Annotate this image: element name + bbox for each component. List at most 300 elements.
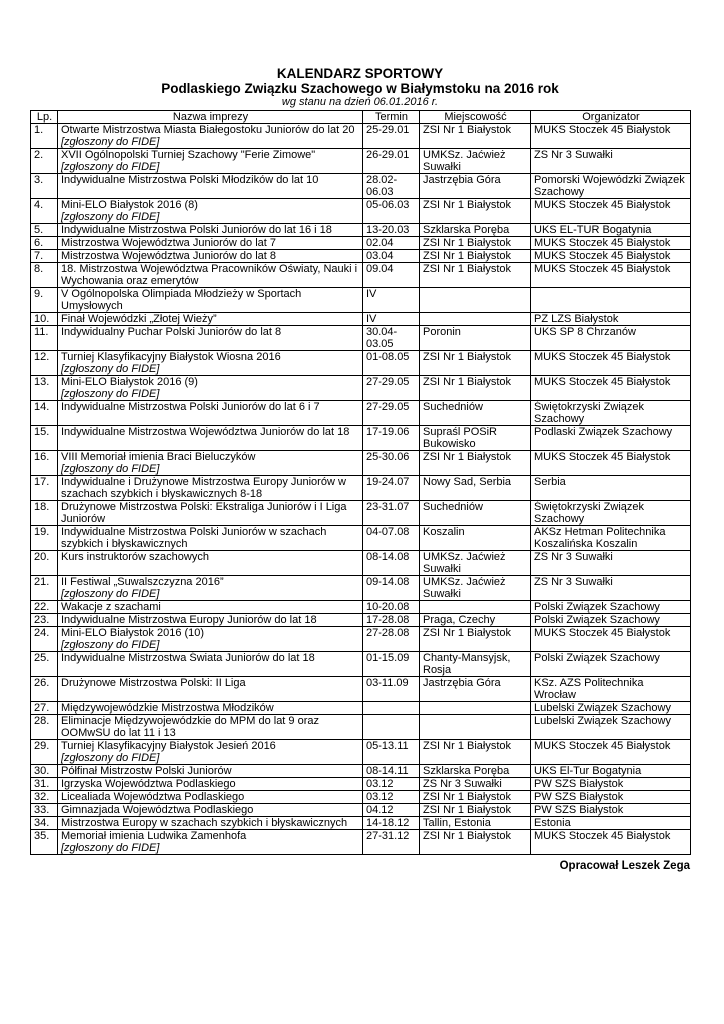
cell-place-text: Jastrzębia Góra	[423, 677, 501, 689]
table-row	[31, 326, 691, 351]
cell-date	[363, 326, 420, 351]
cell-event-name-text: Otwarte Mistrzostwa Miasta Białegostoku Juniorów do lat 20	[61, 124, 355, 136]
cell-organizer-text: PW SZS Białystok	[534, 778, 624, 790]
cell-organizer-text: MUKS Stoczek 45 Białystok	[534, 199, 671, 211]
cell-place	[420, 501, 531, 526]
cell-date-text: 26-29.01	[366, 149, 410, 161]
cell-place	[420, 326, 531, 351]
column-header-lp: Lp.	[31, 111, 58, 124]
cell-lp-text: 21.	[34, 576, 50, 588]
cell-organizer	[531, 652, 691, 677]
fide-note: [zgłoszony do FIDE]	[61, 363, 160, 375]
cell-lp-text: 20.	[34, 551, 50, 563]
cell-organizer	[531, 791, 691, 804]
cell-lp-text: 6.	[34, 237, 44, 249]
cell-event-name-text: Drużynowe Mistrzostwa Polski: II Liga	[61, 677, 246, 689]
cell-lp-text: 26.	[34, 677, 50, 689]
cell-place-text: ZSI Nr 1 Białystok	[423, 376, 512, 388]
cell-place	[420, 237, 531, 250]
cell-lp-text: 11.	[34, 326, 49, 338]
cell-lp	[31, 174, 58, 199]
cell-place-text: Suchedniów	[423, 401, 483, 413]
table-row	[31, 652, 691, 677]
cell-date	[363, 313, 420, 326]
cell-event-name-text: Indywidualne i Drużynowe Mistrzostwa Europy Juniorów w szachach szybkich i błyskawicznych 8-18	[61, 476, 346, 500]
cell-lp	[31, 250, 58, 263]
cell-lp-text: 27.	[34, 702, 50, 714]
cell-date	[363, 778, 420, 791]
cell-date	[363, 804, 420, 817]
cell-lp	[31, 476, 58, 501]
cell-lp	[31, 526, 58, 551]
table-header-row	[31, 111, 691, 124]
cell-organizer-text: ZS Nr 3 Suwałki	[534, 149, 613, 161]
cell-place-text: UMKSz. Jaćwież Suwałki	[423, 576, 506, 600]
cell-lp	[31, 677, 58, 702]
cell-event-name	[58, 351, 363, 376]
cell-place	[420, 778, 531, 791]
cell-organizer-text: MUKS Stoczek 45 Białystok	[534, 830, 671, 842]
cell-date	[363, 376, 420, 401]
cell-lp	[31, 551, 58, 576]
cell-lp-text: 29.	[34, 740, 50, 752]
cell-lp-text: 15.	[34, 426, 50, 438]
cell-organizer	[531, 677, 691, 702]
cell-date	[363, 627, 420, 652]
cell-organizer	[531, 830, 691, 855]
cell-organizer	[531, 401, 691, 426]
cell-lp-text: 28.	[34, 715, 50, 727]
cell-date	[363, 740, 420, 765]
cell-organizer-text: Lubelski Związek Szachowy	[534, 715, 671, 727]
table-row	[31, 765, 691, 778]
cell-place	[420, 288, 531, 313]
table-row	[31, 174, 691, 199]
table-row	[31, 778, 691, 791]
cell-date-text: IV	[366, 313, 377, 325]
cell-date	[363, 351, 420, 376]
table-row	[31, 526, 691, 551]
table-row	[31, 426, 691, 451]
cell-place	[420, 830, 531, 855]
cell-event-name	[58, 313, 363, 326]
cell-event-name	[58, 702, 363, 715]
cell-organizer	[531, 715, 691, 740]
cell-date	[363, 677, 420, 702]
cell-date-text: 09.04	[366, 263, 394, 275]
cell-lp	[31, 149, 58, 174]
fide-note: [zgłoszony do FIDE]	[61, 463, 160, 475]
cell-date	[363, 124, 420, 149]
cell-organizer	[531, 817, 691, 830]
cell-place-text: Praga, Czechy	[423, 614, 496, 626]
cell-place-text: ZSI Nr 1 Białystok	[423, 451, 512, 463]
cell-event-name-text: Indywidualne Mistrzostwa Polski Juniorów do lat 6 i 7	[61, 401, 320, 413]
cell-lp	[31, 614, 58, 627]
cell-date	[363, 237, 420, 250]
table-row	[31, 791, 691, 804]
cell-date-text: 27-29.05	[366, 376, 410, 388]
cell-place-text: Tallin, Estonia	[423, 817, 491, 829]
cell-event-name	[58, 199, 363, 224]
cell-date	[363, 817, 420, 830]
cell-date-text: 02.04	[366, 237, 394, 249]
cell-date	[363, 501, 420, 526]
cell-event-name-text: Drużynowe Mistrzostwa Polski: Ekstraliga Juniorów i I Liga Juniorów	[61, 501, 347, 525]
cell-place	[420, 740, 531, 765]
cell-place-text: ZSI Nr 1 Białystok	[423, 830, 512, 842]
table-row	[31, 601, 691, 614]
cell-event-name-text: Finał Wojewódzki „Złotej Wieży”	[61, 313, 217, 325]
cell-organizer-text: Świętokrzyski Związek Szachowy	[534, 401, 645, 425]
cell-place-text: ZSI Nr 1 Białystok	[423, 237, 512, 249]
cell-date-text: 30.04-03.05	[366, 326, 398, 350]
cell-organizer	[531, 224, 691, 237]
cell-organizer-text: Polski Związek Szachowy	[534, 652, 660, 664]
cell-event-name-text: Gimnazjada Województwa Podlaskiego	[61, 804, 254, 816]
cell-event-name-text: Indywidualne Mistrzostwa Świata Juniorów do lat 18	[61, 652, 315, 664]
cell-lp	[31, 351, 58, 376]
cell-place-text: ZSI Nr 1 Białystok	[423, 791, 512, 803]
cell-organizer-text: Serbia	[534, 476, 566, 488]
cell-date-text: 23-31.07	[366, 501, 410, 513]
cell-lp-text: 18.	[34, 501, 50, 513]
table-row	[31, 451, 691, 476]
cell-organizer-text: Estonia	[534, 817, 571, 829]
cell-organizer-text: Polski Związek Szachowy	[534, 614, 660, 626]
table-row	[31, 702, 691, 715]
cell-event-name-text: Turniej Klasyfikacyjny Białystok Jesień 2016	[61, 740, 276, 752]
cell-place	[420, 652, 531, 677]
cell-lp	[31, 817, 58, 830]
cell-place	[420, 263, 531, 288]
cell-place	[420, 601, 531, 614]
table-row	[31, 224, 691, 237]
cell-organizer	[531, 614, 691, 627]
cell-organizer-text: AKSz Hetman Politechnika Koszalińska Koszalin	[534, 526, 666, 550]
cell-organizer	[531, 199, 691, 224]
cell-organizer-text: PW SZS Białystok	[534, 791, 624, 803]
cell-organizer	[531, 326, 691, 351]
table-row	[31, 715, 691, 740]
cell-event-name	[58, 501, 363, 526]
cell-lp	[31, 376, 58, 401]
table-row	[31, 376, 691, 401]
cell-lp-text: 13.	[34, 376, 50, 388]
cell-lp-text: 19.	[34, 526, 50, 538]
table-row	[31, 199, 691, 224]
cell-place	[420, 476, 531, 501]
cell-organizer-text: MUKS Stoczek 45 Białystok	[534, 250, 671, 262]
cell-event-name	[58, 526, 363, 551]
cell-lp-text: 5.	[34, 224, 44, 236]
fide-note: [zgłoszony do FIDE]	[61, 842, 160, 854]
cell-lp	[31, 576, 58, 601]
cell-event-name	[58, 804, 363, 817]
cell-place	[420, 791, 531, 804]
cell-event-name-text: Mistrzostwa Województwa Juniorów do lat 7	[61, 237, 276, 249]
cell-event-name-text: Indywidualne Mistrzostwa Polski Juniorów w szachach szybkich i błyskawicznych	[61, 526, 327, 550]
cell-event-name	[58, 576, 363, 601]
cell-lp-text: 17.	[34, 476, 50, 488]
cell-date-text: 03.12	[366, 778, 394, 790]
cell-organizer	[531, 501, 691, 526]
cell-place-text: UMKSz. Jaćwież Suwałki	[423, 149, 506, 173]
cell-event-name-text: 18. Mistrzostwa Województwa Pracowników Oświaty, Nauki i Wychowania oraz emerytów	[61, 263, 358, 287]
cell-organizer-text: MUKS Stoczek 45 Białystok	[534, 627, 671, 639]
cell-event-name-text: Memoriał imienia Ludwika Zamenhofa	[61, 830, 247, 842]
cell-place-text: Jastrzębia Góra	[423, 174, 501, 186]
fide-note: [zgłoszony do FIDE]	[61, 161, 160, 173]
cell-event-name-text: Mini-ELO Białystok 2016 (8)	[61, 199, 198, 211]
cell-organizer	[531, 376, 691, 401]
table-row	[31, 263, 691, 288]
cell-event-name	[58, 791, 363, 804]
document-title: KALENDARZ SPORTOWY	[276, 66, 444, 81]
cell-date-text: 27-29.05	[366, 401, 410, 413]
cell-organizer-text: UKS EL-TUR Bogatynia	[534, 224, 652, 236]
cell-lp	[31, 451, 58, 476]
cell-lp-text: 32.	[34, 791, 50, 803]
cell-organizer	[531, 576, 691, 601]
cell-event-name-text: Kurs instruktorów szachowych	[61, 551, 209, 563]
cell-date-text: 01-15.09	[366, 652, 410, 664]
document-author: Opracował Leszek Zega	[559, 860, 690, 872]
cell-date	[363, 250, 420, 263]
cell-date	[363, 288, 420, 313]
cell-place-text: ZSI Nr 1 Białystok	[423, 740, 512, 752]
cell-lp	[31, 652, 58, 677]
fide-note: [zgłoszony do FIDE]	[61, 752, 160, 764]
cell-lp-text: 8.	[34, 263, 44, 275]
cell-event-name	[58, 830, 363, 855]
column-header-place: Miejscowość	[420, 111, 531, 124]
cell-organizer	[531, 149, 691, 174]
cell-lp	[31, 501, 58, 526]
cell-date	[363, 614, 420, 627]
cell-date-text: 28.02-06.03	[366, 174, 398, 198]
cell-place	[420, 451, 531, 476]
cell-date	[363, 199, 420, 224]
cell-place	[420, 250, 531, 263]
cell-date-text: 04.12	[366, 804, 394, 816]
cell-date-text: 03.12	[366, 791, 394, 803]
cell-organizer	[531, 237, 691, 250]
table-body	[31, 124, 691, 855]
cell-event-name	[58, 652, 363, 677]
cell-lp	[31, 288, 58, 313]
cell-organizer	[531, 627, 691, 652]
cell-lp	[31, 326, 58, 351]
cell-date-text: 08-14.11	[366, 765, 409, 777]
cell-date-text: 01-08.05	[366, 351, 410, 363]
cell-lp	[31, 224, 58, 237]
table-row	[31, 614, 691, 627]
cell-date-text: 13-20.03	[366, 224, 410, 236]
cell-organizer-text: Świętokrzyski Związek Szachowy	[534, 501, 645, 525]
cell-place-text: ZSI Nr 1 Białystok	[423, 263, 512, 275]
cell-date	[363, 224, 420, 237]
cell-event-name-text: Turniej Klasyfikacyjny Białystok Wiosna 2016	[61, 351, 281, 363]
cell-lp-text: 12.	[34, 351, 50, 363]
cell-date-text: 04-07.08	[366, 526, 410, 538]
cell-place-text: UMKSz. Jaćwież Suwałki	[423, 551, 506, 575]
fide-note: [zgłoszony do FIDE]	[61, 388, 160, 400]
cell-event-name-text: Indywidualny Puchar Polski Juniorów do lat 8	[61, 326, 282, 338]
cell-place-text: Suchedniów	[423, 501, 483, 513]
cell-event-name-text: Mini-ELO Białystok 2016 (9)	[61, 376, 198, 388]
cell-date	[363, 791, 420, 804]
cell-organizer-text: PW SZS Białystok	[534, 804, 624, 816]
cell-organizer-text: MUKS Stoczek 45 Białystok	[534, 451, 671, 463]
cell-organizer	[531, 426, 691, 451]
cell-place-text: Nowy Sad, Serbia	[423, 476, 512, 488]
cell-lp-text: 1.	[34, 124, 44, 136]
cell-organizer	[531, 765, 691, 778]
cell-date-text: 19-24.07	[366, 476, 410, 488]
cell-date-text: 03.04	[366, 250, 394, 262]
cell-place-text: Poronin	[423, 326, 461, 338]
cell-place	[420, 817, 531, 830]
cell-date-text: 27-31.12	[366, 830, 410, 842]
cell-place	[420, 627, 531, 652]
cell-date	[363, 426, 420, 451]
cell-lp	[31, 765, 58, 778]
cell-place-text: Supraśl POSiR Bukowisko	[423, 426, 497, 450]
cell-organizer	[531, 804, 691, 817]
cell-date-text: 08-14.08	[366, 551, 410, 563]
cell-lp-text: 23.	[34, 614, 50, 626]
cell-date	[363, 702, 420, 715]
table-row	[31, 740, 691, 765]
document-date: wg stanu na dzień 06.01.2016 r.	[281, 96, 439, 108]
column-header-date: Termin	[363, 111, 420, 124]
cell-event-name-text: V Ogólnopolska Olimpiada Młodzieży w Sportach Umysłowych	[61, 288, 302, 312]
cell-organizer-text: Podlaski Związek Szachowy	[534, 426, 673, 438]
cell-organizer-text: Pomorski Wojewódzki Związek Szachowy	[534, 174, 685, 198]
cell-event-name-text: Eliminacje Międzywojewódzkie do MPM do lat 9 oraz OOMwSU do lat 11 i 13	[61, 715, 319, 739]
cell-date	[363, 149, 420, 174]
cell-event-name	[58, 250, 363, 263]
cell-date-text: 05-06.03	[366, 199, 410, 211]
cell-organizer	[531, 476, 691, 501]
cell-event-name	[58, 740, 363, 765]
cell-place	[420, 804, 531, 817]
cell-event-name-text: Mistrzostwa Europy w szachach szybkich i błyskawicznych	[61, 817, 348, 829]
cell-organizer	[531, 601, 691, 614]
cell-organizer	[531, 451, 691, 476]
cell-lp-text: 4.	[34, 199, 44, 211]
fide-note: [zgłoszony do FIDE]	[61, 639, 160, 651]
cell-organizer	[531, 778, 691, 791]
cell-organizer-text: KSz. AZS Politechnika Wrocław	[534, 677, 644, 701]
cell-event-name	[58, 224, 363, 237]
cell-lp	[31, 124, 58, 149]
cell-place-text: ZSI Nr 1 Białystok	[423, 627, 512, 639]
cell-organizer	[531, 288, 691, 313]
cell-event-name-text: Półfinał Mistrzostw Polski Juniorów	[61, 765, 232, 777]
cell-organizer-text: MUKS Stoczek 45 Białystok	[534, 376, 671, 388]
cell-place	[420, 576, 531, 601]
cell-event-name	[58, 174, 363, 199]
cell-place	[420, 149, 531, 174]
table-row	[31, 250, 691, 263]
cell-place-text: Koszalin	[423, 526, 465, 538]
cell-date	[363, 451, 420, 476]
table-row	[31, 401, 691, 426]
cell-lp-text: 16.	[34, 451, 50, 463]
cell-date-text: 25-29.01	[366, 124, 410, 136]
cell-organizer	[531, 351, 691, 376]
cell-event-name	[58, 551, 363, 576]
cell-organizer-text: PZ LZS Białystok	[534, 313, 619, 325]
fide-note: [zgłoszony do FIDE]	[61, 211, 160, 223]
cell-event-name-text: Licealiada Województwa Podlaskiego	[61, 791, 245, 803]
cell-organizer	[531, 313, 691, 326]
table-row	[31, 313, 691, 326]
cell-event-name-text: XVII Ogólnopolski Turniej Szachowy "Ferie Zimowe"	[61, 149, 316, 161]
cell-organizer	[531, 740, 691, 765]
cell-place	[420, 715, 531, 740]
cell-lp-text: 10.	[34, 313, 50, 325]
cell-lp-text: 25.	[34, 652, 50, 664]
cell-place-text: Szklarska Poręba	[423, 224, 510, 236]
cell-event-name-text: VIII Memoriał imienia Braci Bieluczyków	[61, 451, 256, 463]
cell-organizer	[531, 702, 691, 715]
cell-lp	[31, 791, 58, 804]
cell-organizer	[531, 124, 691, 149]
cell-event-name-text: Indywidualne Mistrzostwa Województwa Juniorów do lat 18	[61, 426, 350, 438]
cell-event-name	[58, 288, 363, 313]
cell-event-name-text: Mistrzostwa Województwa Juniorów do lat 8	[61, 250, 276, 262]
cell-event-name	[58, 401, 363, 426]
cell-lp-text: 30.	[34, 765, 50, 777]
cell-date-text: 03-11.09	[366, 677, 409, 689]
cell-lp	[31, 804, 58, 817]
cell-date-text: 25-30.06	[366, 451, 410, 463]
cell-place-text: ZSI Nr 1 Białystok	[423, 199, 512, 211]
cell-date-text: 05-13.11	[366, 740, 409, 752]
cell-lp-text: 31.	[34, 778, 50, 790]
cell-organizer-text: MUKS Stoczek 45 Białystok	[534, 351, 671, 363]
table-row	[31, 501, 691, 526]
cell-date	[363, 263, 420, 288]
cell-date	[363, 174, 420, 199]
cell-lp-text: 22.	[34, 601, 50, 613]
cell-date	[363, 601, 420, 614]
column-header-organizer: Organizator	[531, 111, 691, 124]
cell-event-name	[58, 263, 363, 288]
cell-lp	[31, 740, 58, 765]
cell-lp-text: 24.	[34, 627, 50, 639]
cell-event-name	[58, 451, 363, 476]
table-row	[31, 804, 691, 817]
cell-lp-text: 34.	[34, 817, 50, 829]
table-row	[31, 627, 691, 652]
table-row	[31, 149, 691, 174]
cell-place-text: ZSI Nr 1 Białystok	[423, 804, 512, 816]
cell-event-name	[58, 149, 363, 174]
cell-organizer-text: MUKS Stoczek 45 Białystok	[534, 124, 671, 136]
cell-date	[363, 652, 420, 677]
cell-lp	[31, 715, 58, 740]
table-row	[31, 476, 691, 501]
cell-organizer-text: UKS El-Tur Bogatynia	[534, 765, 642, 777]
cell-date-text: 09-14.08	[366, 576, 410, 588]
cell-lp-text: 3.	[34, 174, 44, 186]
cell-date	[363, 765, 420, 778]
cell-organizer-text: Lubelski Związek Szachowy	[534, 702, 671, 714]
